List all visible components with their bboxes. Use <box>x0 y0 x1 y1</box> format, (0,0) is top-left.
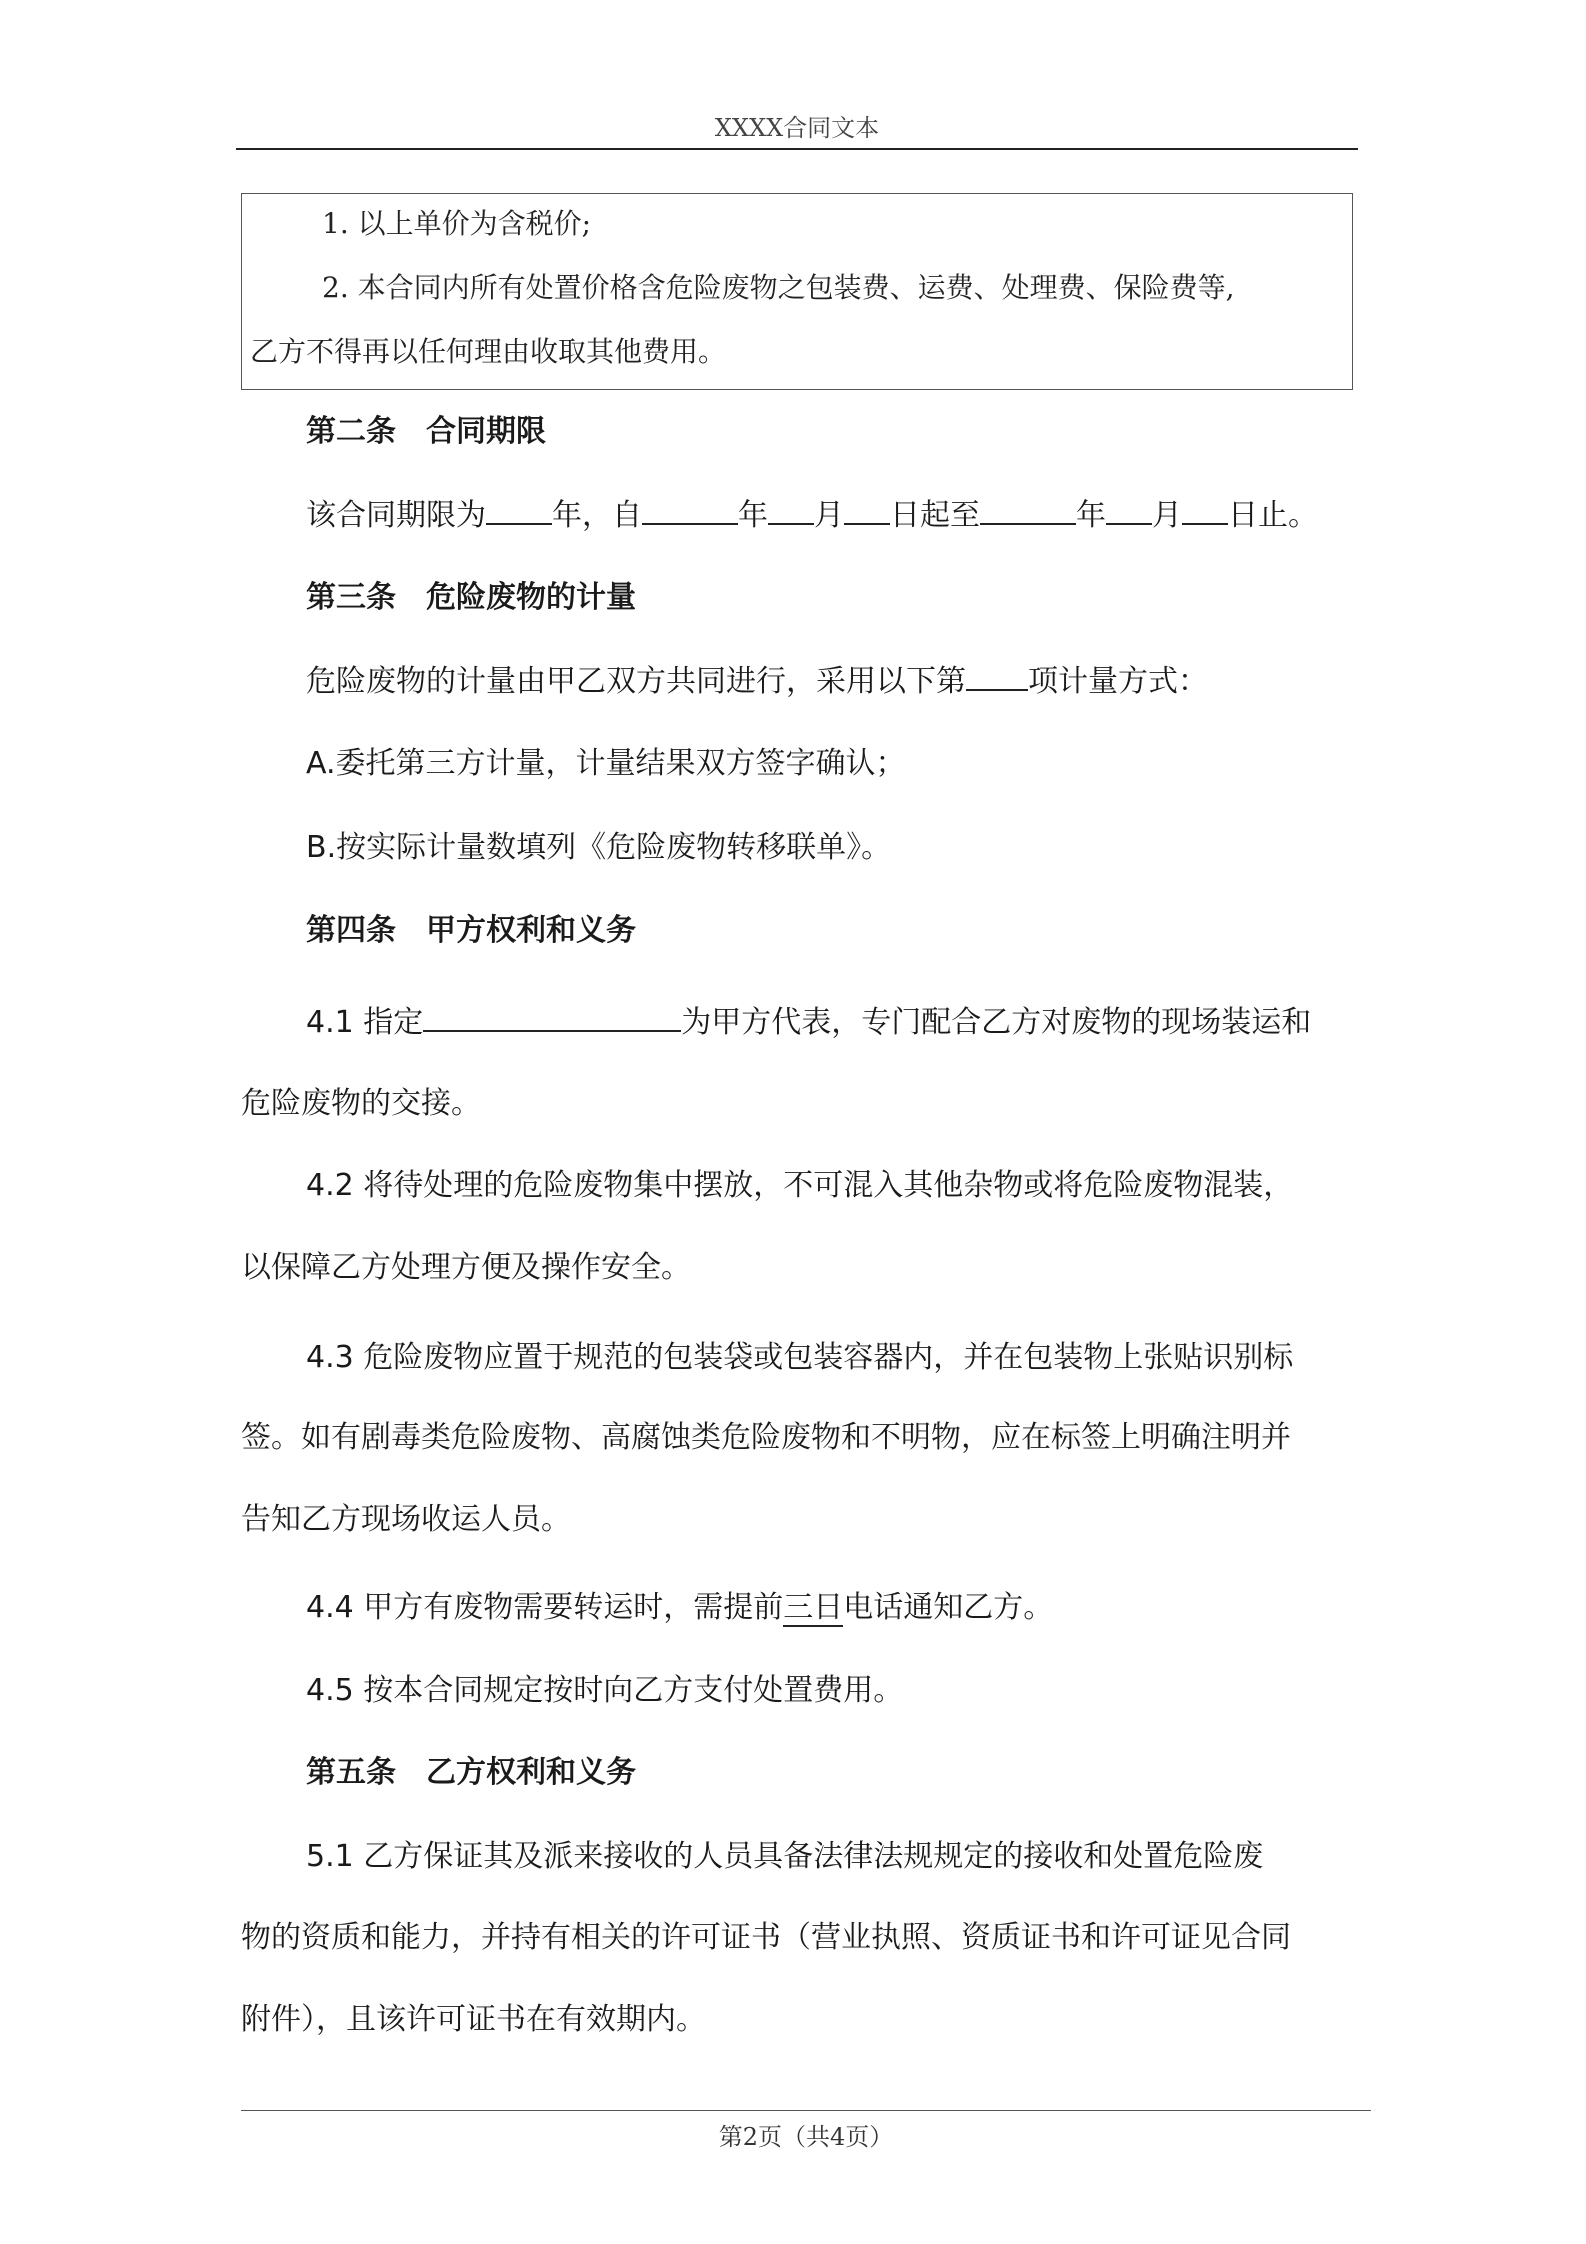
term-text-8: 日止。 <box>1228 498 1318 533</box>
article-2-heading: 第二条 合同期限 <box>306 414 546 449</box>
measurement-option-a: A.委托第三方计量，计量结果双方签字确认； <box>306 746 906 781</box>
end-year-blank <box>980 495 1076 525</box>
clause-4-4 <box>306 1588 1053 1628</box>
term-text-4: 月 <box>814 498 844 533</box>
clause-4-2-line-2: 以保障乙方处理方便及操作安全。 <box>241 1250 691 1285</box>
price-notes-box <box>241 193 1353 390</box>
term-text-2: 年，自 <box>552 498 642 533</box>
note-line-3: 乙方不得再以任何理由收取其他费用。 <box>250 335 727 368</box>
measurement-text-b: 项计量方式： <box>1028 664 1208 699</box>
representative-blank <box>423 1002 681 1032</box>
clause-4-3-line-1: 4.3 危险废物应置于规范的包装袋或包装容器内，并在包装物上张贴识别标 <box>306 1340 1294 1375</box>
notice-days: 三日 <box>783 1590 844 1625</box>
method-number-blank <box>966 661 1028 691</box>
end-month-blank <box>1106 495 1152 525</box>
contract-term-line <box>306 495 1318 536</box>
term-years-blank <box>486 495 552 525</box>
term-text-1: 该合同期限为 <box>306 498 486 533</box>
measurement-option-b: B.按实际计量数填列《危险废物转移联单》。 <box>306 830 892 865</box>
start-day-blank <box>844 495 890 525</box>
measurement-method-line <box>306 661 1208 702</box>
clause-4-3-line-3: 告知乙方现场收运人员。 <box>241 1502 571 1537</box>
start-month-blank <box>768 495 814 525</box>
clause-4-5: 4.5 按本合同规定按时向乙方支付处置费用。 <box>306 1673 904 1708</box>
term-text-3: 年 <box>738 498 768 533</box>
clause-5-1-line-1: 5.1 乙方保证其及派来接收的人员具备法律法规规定的接收和处置危险废 <box>306 1839 1264 1874</box>
clause-4-1-text-a: 4.1 指定 <box>306 1005 424 1040</box>
note-line-2: 2. 本合同内所有处置价格含危险废物之包装费、运费、处理费、保险费等, <box>322 271 1235 304</box>
page-footer <box>241 2110 1371 2152</box>
clause-4-4-text-b: 电话通知乙方。 <box>843 1590 1054 1625</box>
term-text-5: 日起至 <box>890 498 980 533</box>
measurement-text-a: 危险废物的计量由甲乙双方共同进行，采用以下第 <box>306 664 966 699</box>
clause-4-1-text-b: 为甲方代表，专门配合乙方对废物的现场装运和 <box>681 1005 1312 1040</box>
clause-4-1-line-1 <box>306 1002 1311 1043</box>
start-year-blank <box>642 495 738 525</box>
clause-4-1-line-2: 危险废物的交接。 <box>241 1086 481 1121</box>
clause-5-1-line-3: 附件），且该许可证书在有效期内。 <box>241 2002 706 2037</box>
page-number: 第2页（共4页） <box>718 2123 894 2151</box>
clause-4-2-line-1: 4.2 将待处理的危险废物集中摆放，不可混入其他杂物或将危险废物混装， <box>306 1168 1294 1203</box>
clause-4-3-line-2: 签。如有剧毒类危险废物、高腐蚀类危险废物和不明物，应在标签上明确注明并 <box>241 1420 1291 1455</box>
end-day-blank <box>1182 495 1228 525</box>
clause-5-1-line-2: 物的资质和能力，并持有相关的许可证书（营业执照、资质证书和许可证见合同 <box>241 1920 1291 1955</box>
clause-4-4-text-a: 4.4 甲方有废物需要转运时，需提前 <box>306 1590 784 1625</box>
article-4-heading: 第四条 甲方权利和义务 <box>306 913 636 948</box>
term-text-7: 月 <box>1152 498 1182 533</box>
article-5-heading: 第五条 乙方权利和义务 <box>306 1755 636 1790</box>
note-line-1: 1. 以上单价为含税价; <box>322 207 592 240</box>
article-3-heading: 第三条 危险废物的计量 <box>306 580 636 615</box>
page-header: XXXX合同文本 <box>236 108 1358 150</box>
term-text-6: 年 <box>1076 498 1106 533</box>
